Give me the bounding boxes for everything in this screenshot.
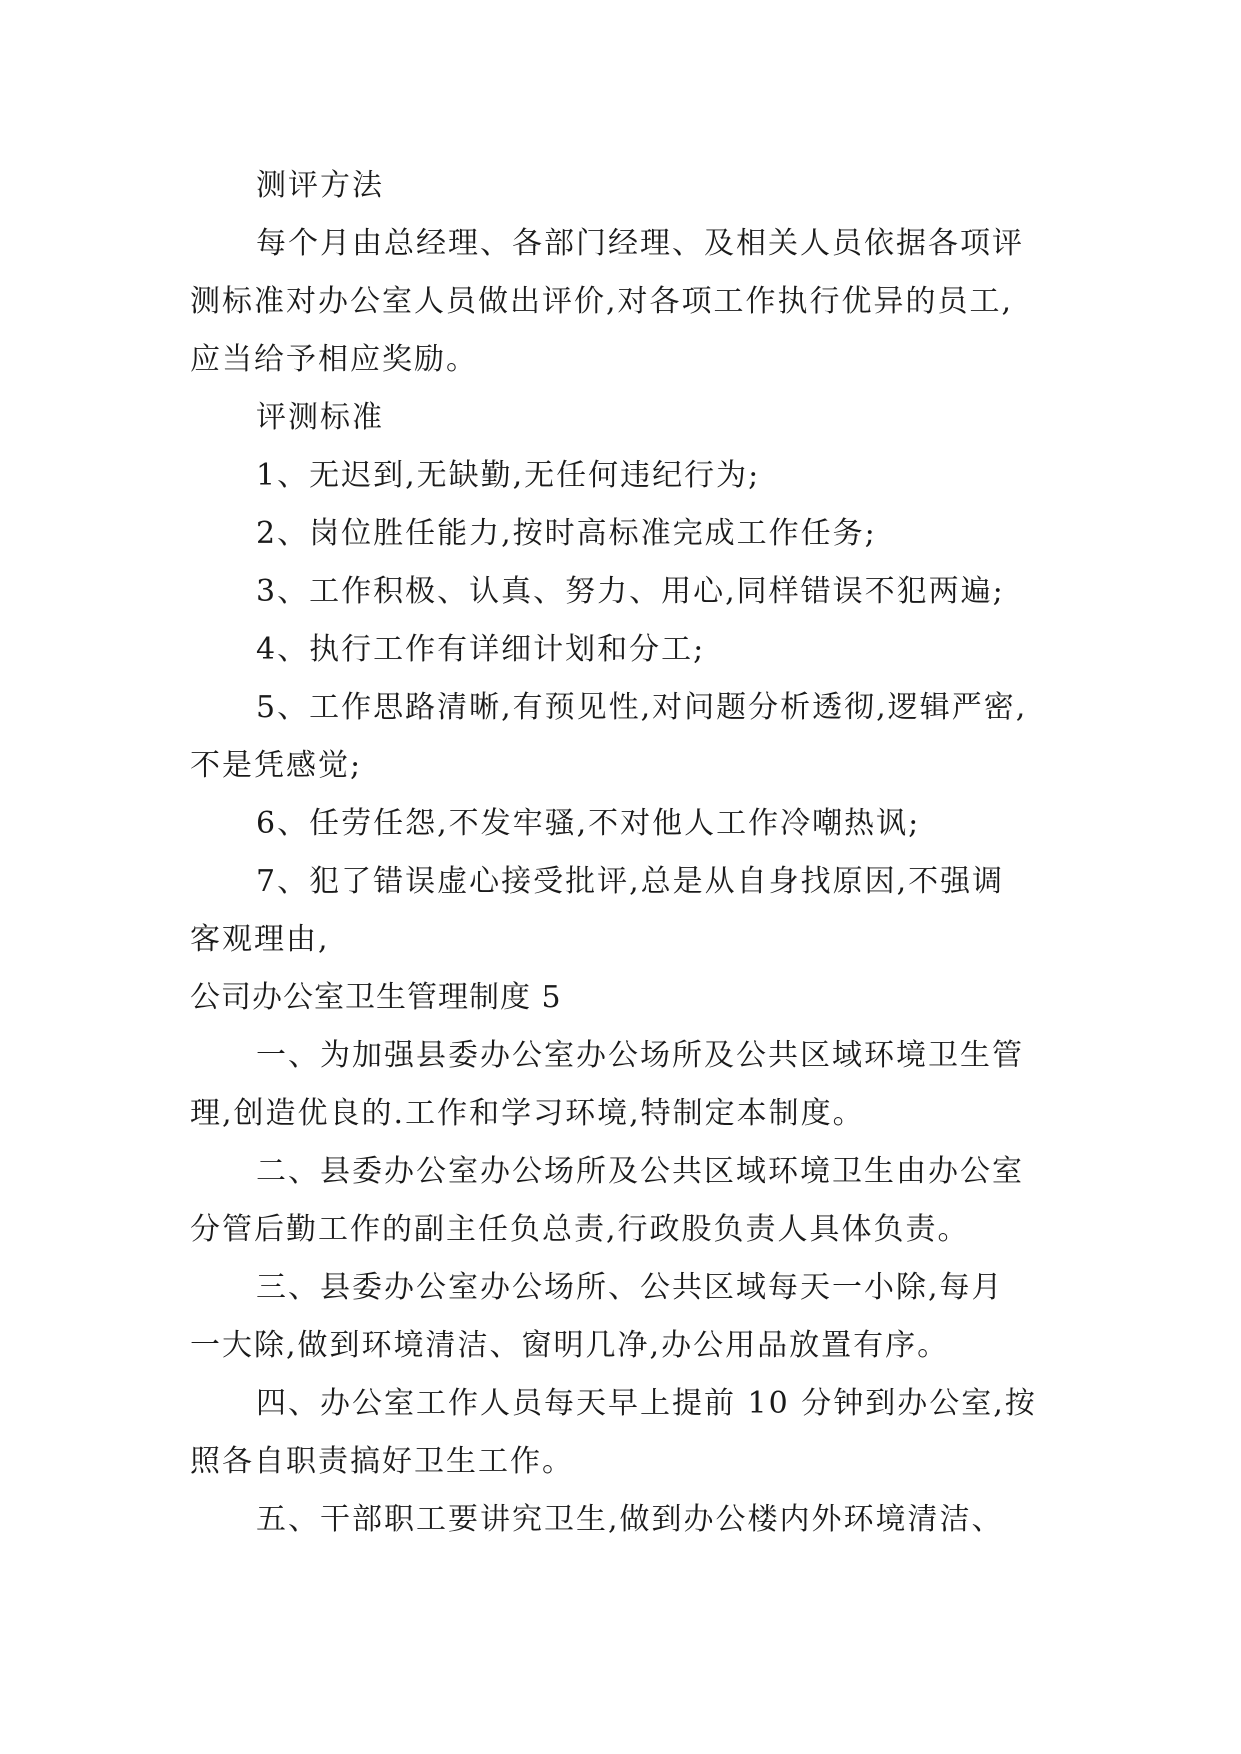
method-paragraph-line-1: 每个月由总经理、各部门经理、及相关人员依据各项评 bbox=[256, 226, 1024, 261]
standard-item-5-line-2: 不是凭感觉; bbox=[190, 748, 363, 783]
rule-2-line-1: 二、县委办公室办公场所及公共区域环境卫生由办公室 bbox=[256, 1154, 1024, 1189]
rule-1-line-1: 一、为加强县委办公室办公场所及公共区域环境卫生管 bbox=[256, 1038, 1024, 1073]
standard-item-4: 4、执行工作有详细计划和分工; bbox=[256, 632, 706, 667]
method-paragraph-line-3: 应当给予相应奖励。 bbox=[190, 342, 478, 377]
standard-item-6: 6、任劳任怨,不发牢骚,不对他人工作冷嘲热讽; bbox=[256, 806, 921, 841]
rule-3-line-2: 一大除,做到环境清洁、窗明几净,办公用品放置有序。 bbox=[190, 1328, 950, 1363]
rule-4-line-1: 四、办公室工作人员每天早上提前 10 分钟到办公室,按 bbox=[256, 1386, 1037, 1421]
heading-evaluation-standard: 评测标准 bbox=[256, 400, 384, 435]
standard-item-7-line-2: 客观理由, bbox=[190, 922, 330, 957]
method-paragraph-line-2: 测标准对办公室人员做出评价,对各项工作执行优异的员工, bbox=[190, 284, 1014, 319]
section-title: 公司办公室卫生管理制度 5 bbox=[190, 980, 562, 1015]
standard-item-7-line-1: 7、犯了错误虚心接受批评,总是从自身找原因,不强调 bbox=[256, 864, 1005, 899]
rule-1-line-2: 理,创造优良的.工作和学习环境,特制定本制度。 bbox=[190, 1096, 865, 1131]
rule-3-line-1: 三、县委办公室办公场所、公共区域每天一小除,每月 bbox=[256, 1270, 1004, 1305]
standard-item-5-line-1: 5、工作思路清晰,有预见性,对问题分析透彻,逻辑严密, bbox=[256, 690, 1028, 725]
standard-item-2: 2、岗位胜任能力,按时高标准完成工作任务; bbox=[256, 516, 877, 551]
standard-item-3: 3、工作积极、认真、努力、用心,同样错误不犯两遍; bbox=[256, 574, 1005, 609]
heading-evaluation-method: 测评方法 bbox=[256, 168, 384, 203]
standard-item-1: 1、无迟到,无缺勤,无任何违纪行为; bbox=[256, 458, 761, 493]
rule-2-line-2: 分管后勤工作的副主任负总责,行政股负责人具体负责。 bbox=[190, 1212, 970, 1247]
rule-5-line-1: 五、干部职工要讲究卫生,做到办公楼内外环境清洁、 bbox=[256, 1502, 1004, 1537]
rule-4-line-2: 照各自职责搞好卫生工作。 bbox=[190, 1444, 574, 1479]
